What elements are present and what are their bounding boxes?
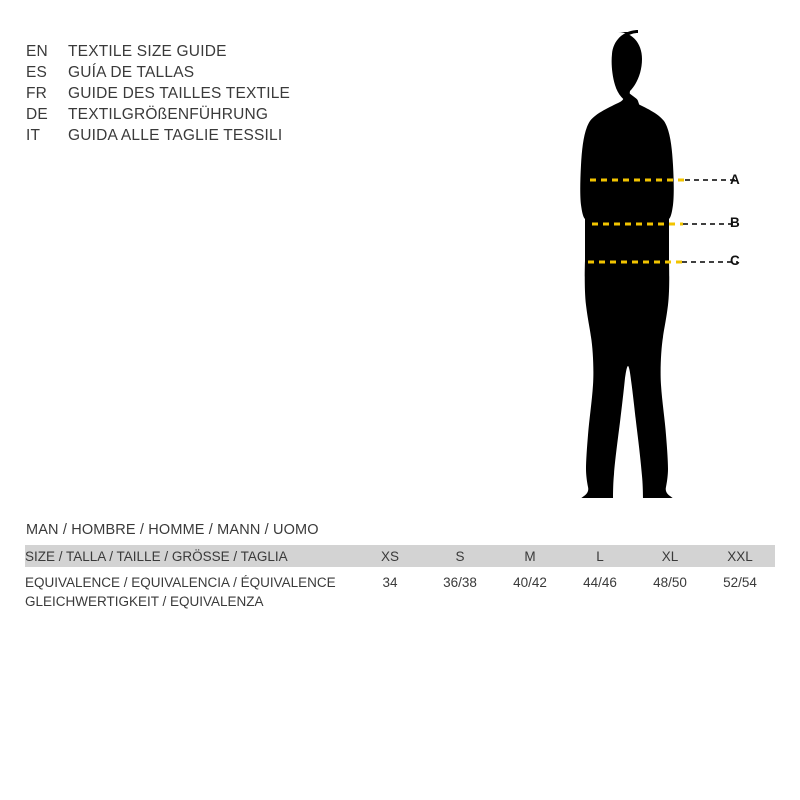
table-row-label-line1: EQUIVALENCE / EQUIVALENCIA / ÉQUIVALENCE <box>25 575 336 590</box>
language-row <box>26 125 386 146</box>
table-header-size-xs: XS <box>355 545 425 567</box>
language-text-fr: GUIDE DES TAILLES TEXTILE <box>68 85 291 102</box>
body-figure <box>540 28 780 498</box>
language-row <box>26 83 386 104</box>
table-cell-equivalence-xs: 34 <box>382 575 398 590</box>
size-table-block <box>25 522 775 611</box>
table-header-size-xxl: XXL <box>705 545 775 567</box>
measure-marker-b: B <box>730 215 740 230</box>
language-code-it: IT <box>26 127 41 144</box>
table-header-row <box>25 545 775 567</box>
language-code-fr: FR <box>26 85 48 102</box>
language-text-it: GUIDA ALLE TAGLIE TESSILI <box>68 127 283 144</box>
table-header-label: SIZE / TALLA / TAILLE / GRÖSSE / TAGLIA <box>25 545 355 567</box>
table-cell-equivalence-s: 36/38 <box>443 575 477 590</box>
table-row-label-line2: GLEICHWERTIGKEIT / EQUIVALENZA <box>25 594 264 609</box>
language-row <box>26 41 386 62</box>
size-table <box>25 545 775 611</box>
language-row <box>26 104 386 125</box>
language-text-es: GUÍA DE TALLAS <box>68 64 195 81</box>
language-code-de: DE <box>26 106 48 123</box>
language-row <box>26 62 386 83</box>
language-title-list <box>26 41 386 146</box>
table-cell-equivalence-xl: 48/50 <box>653 575 687 590</box>
table-header-size-xl: XL <box>635 545 705 567</box>
language-code-en: EN <box>26 43 48 60</box>
table-cell-equivalence-m: 40/42 <box>513 575 547 590</box>
table-header-size-m: M <box>495 545 565 567</box>
table-header-size-l: L <box>565 545 635 567</box>
body-silhouette-icon <box>540 28 780 498</box>
measure-marker-a: A <box>730 172 740 187</box>
table-row <box>25 567 775 611</box>
table-header-size-s: S <box>425 545 495 567</box>
language-text-en: TEXTILE SIZE GUIDE <box>68 43 227 60</box>
measure-marker-c: C <box>730 253 740 268</box>
table-row-label <box>25 567 355 611</box>
table-cell-equivalence-l: 44/46 <box>583 575 617 590</box>
language-code-es: ES <box>26 64 48 81</box>
table-caption: MAN / HOMBRE / HOMME / MANN / UOMO <box>26 522 319 538</box>
language-text-de: TEXTILGRÖßENFÜHRUNG <box>68 106 269 123</box>
table-cell-equivalence-xxl: 52/54 <box>723 575 757 590</box>
